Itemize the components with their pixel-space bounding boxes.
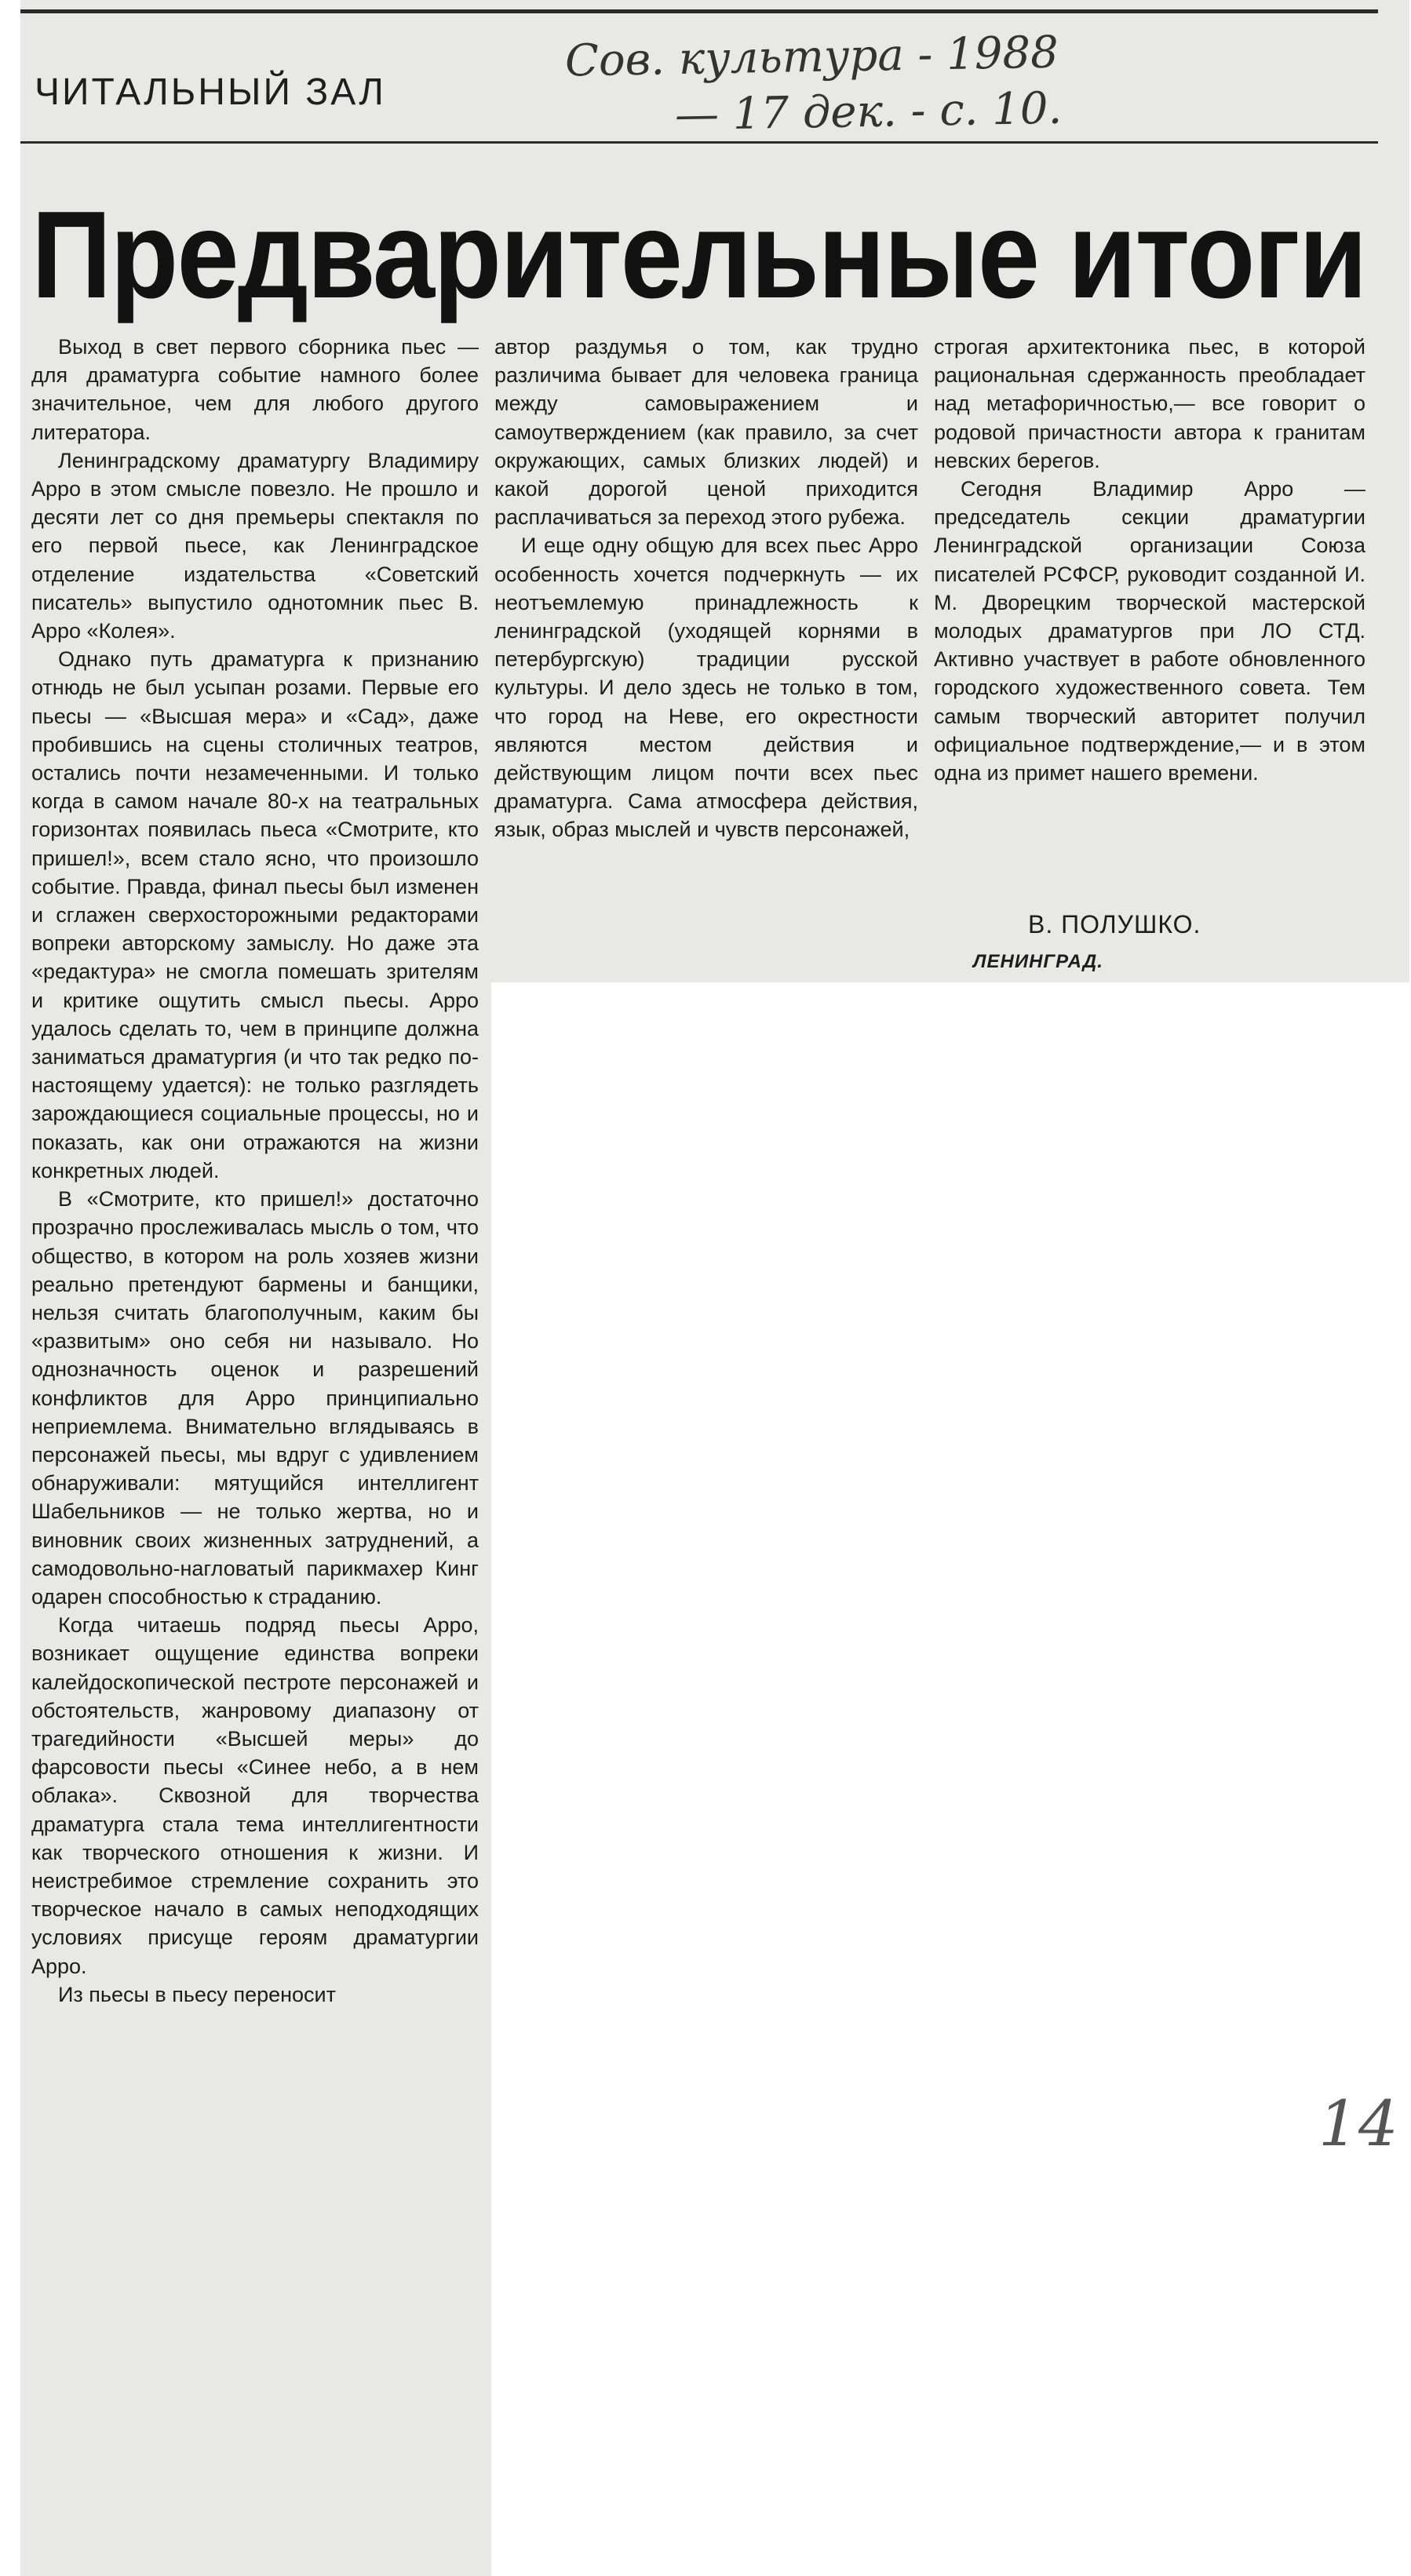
paragraph: Однако путь драматурга к признанию отнюдь не был усыпан розами. Первые его пьесы — «Высшая мера» и «Сад», даже пробившись на сцены столичных театров, остались почти незамеченными. И только когда в самом начале 80-х на театральных горизонтах появилась пьеса «Смотрите, кто пришел!», всем стало ясно, что произошло событие. Правда, финал пьесы был изменен и сглажен сверхосторожными редакторами вопреки авторскому замыслу. Но даже эта «редактура» не смогла помешать зрителям и критике ощутить смысл пьесы. Арро удалось сделать то, чем в принципе должна заниматься драматургия (и что так редко по-настоящему удается): не только разглядеть зарождающиеся социальные процессы, но и показать, как они отражаются на жизни конкретных людей.: [31, 647, 479, 1182]
author-signature: В. ПОЛУШКО.: [1028, 910, 1201, 938]
paragraph: Сегодня Владимир Арро — председатель секции драматургии Ленинградской организации Союза писателей РСФСР, руководит созданной И. М. Дворецким творческой мастерской молодых драматургов при ЛО СТД. Активно участвует в работе обновленного городского художественного совета. Тем самым творческий авторитет получил официальное подтверждение,— и в этом одна из примет нашего времени.: [934, 477, 1365, 785]
paragraph: строгая архитектоника пьес, в которой рациональная сдержанность преобладает над метафоричностью,— все говорит о родовой причастности автора к гранитам невских берегов.: [934, 335, 1365, 472]
article-headline: Предварительные итоги: [31, 186, 1366, 324]
rubric-heading: ЧИТАЛЬНЫЙ ЗАЛ: [35, 71, 386, 113]
top-rule: [20, 9, 1378, 13]
handwritten-source-note: Сов. культура - 1988: [564, 27, 1059, 87]
paragraph: Когда читаешь подряд пьесы Арро, возникает ощущение единства вопреки калейдоскопической пестроте персонажей и обстоятельств, жанровому диапазону от трагедийности «Высшей меры» до фарсовости пьесы «Синее небо, а в нем облака». Сквозной для творчества драматурга стала тема интеллигентности как творческого отношения к жизни. И неистребимое стремление сохранить это творческое начало в самых неподходящих условиях присуще героям драматургии Арро.: [31, 1613, 479, 1978]
article-column-3: [934, 333, 1365, 787]
paragraph: автор раздумья о том, как трудно различима бывает для человека граница между самовыражением и самоутверждением (как правило, за счет окружающих, самых близких людей) и какой дорогой ценой приходится расплачиваться за переход этого рубежа.: [494, 335, 918, 530]
paragraph: Из пьесы в пьесу переносит: [58, 1982, 336, 2006]
handwritten-page-number: 14: [1318, 2087, 1398, 2160]
paragraph: Выход в свет первого сборника пьес — для драматурга событие намного более значительное, чем для любого другого литератора.: [31, 335, 479, 444]
header-rule: [20, 141, 1378, 144]
article-column-1: [31, 333, 479, 2009]
dateline-city: ЛЕНИНГРАД.: [973, 951, 1103, 972]
paragraph: В «Смотрите, кто пришел!» достаточно прозрачно прослеживалась мысль о том, что общество, в котором на роль хозяев жизни реально претендуют бармены и банщики, нельзя считать благополучным, каким бы «развитым» оно себя ни называло. Но однозначность оценок и разрешений конфликтов для Арро принципиально неприемлема. Внимательно вглядываясь в персонажей пьесы, мы вдруг с удивлением обнаруживали: мятущийся интеллигент Шабельников — не только жертва, но и виновник своих жизненных затруднений, а самодовольно-нагловатый парикмахер Кинг одарен способностью к страданию.: [31, 1187, 479, 1609]
paragraph: Ленинградскому драматургу Владимиру Арро в этом смысле повезло. Не прошло и десяти лет со дня премьеры спектакля по его первой пьесе, как Ленинградское отделение издательства «Советский писатель» выпустило однотомник пьес В. Арро «Колея».: [31, 448, 479, 643]
article-column-2: [494, 333, 918, 844]
handwritten-date-note: — 17 дек. - с. 10.: [674, 82, 1063, 141]
paragraph: И еще одну общую для всех пьес Арро особенность хочется подчеркнуть — их неотъемлемую принадлежность к ленинградской (уходящей корнями в петербургскую) традиции русской культуры. И дело здесь не только в том, что город на Неве, его окрестности являются местом действия и действующим лицом почти всех пьес драматурга. Сама атмосфера действия, язык, образ мыслей и чувств персонажей,: [494, 534, 918, 842]
